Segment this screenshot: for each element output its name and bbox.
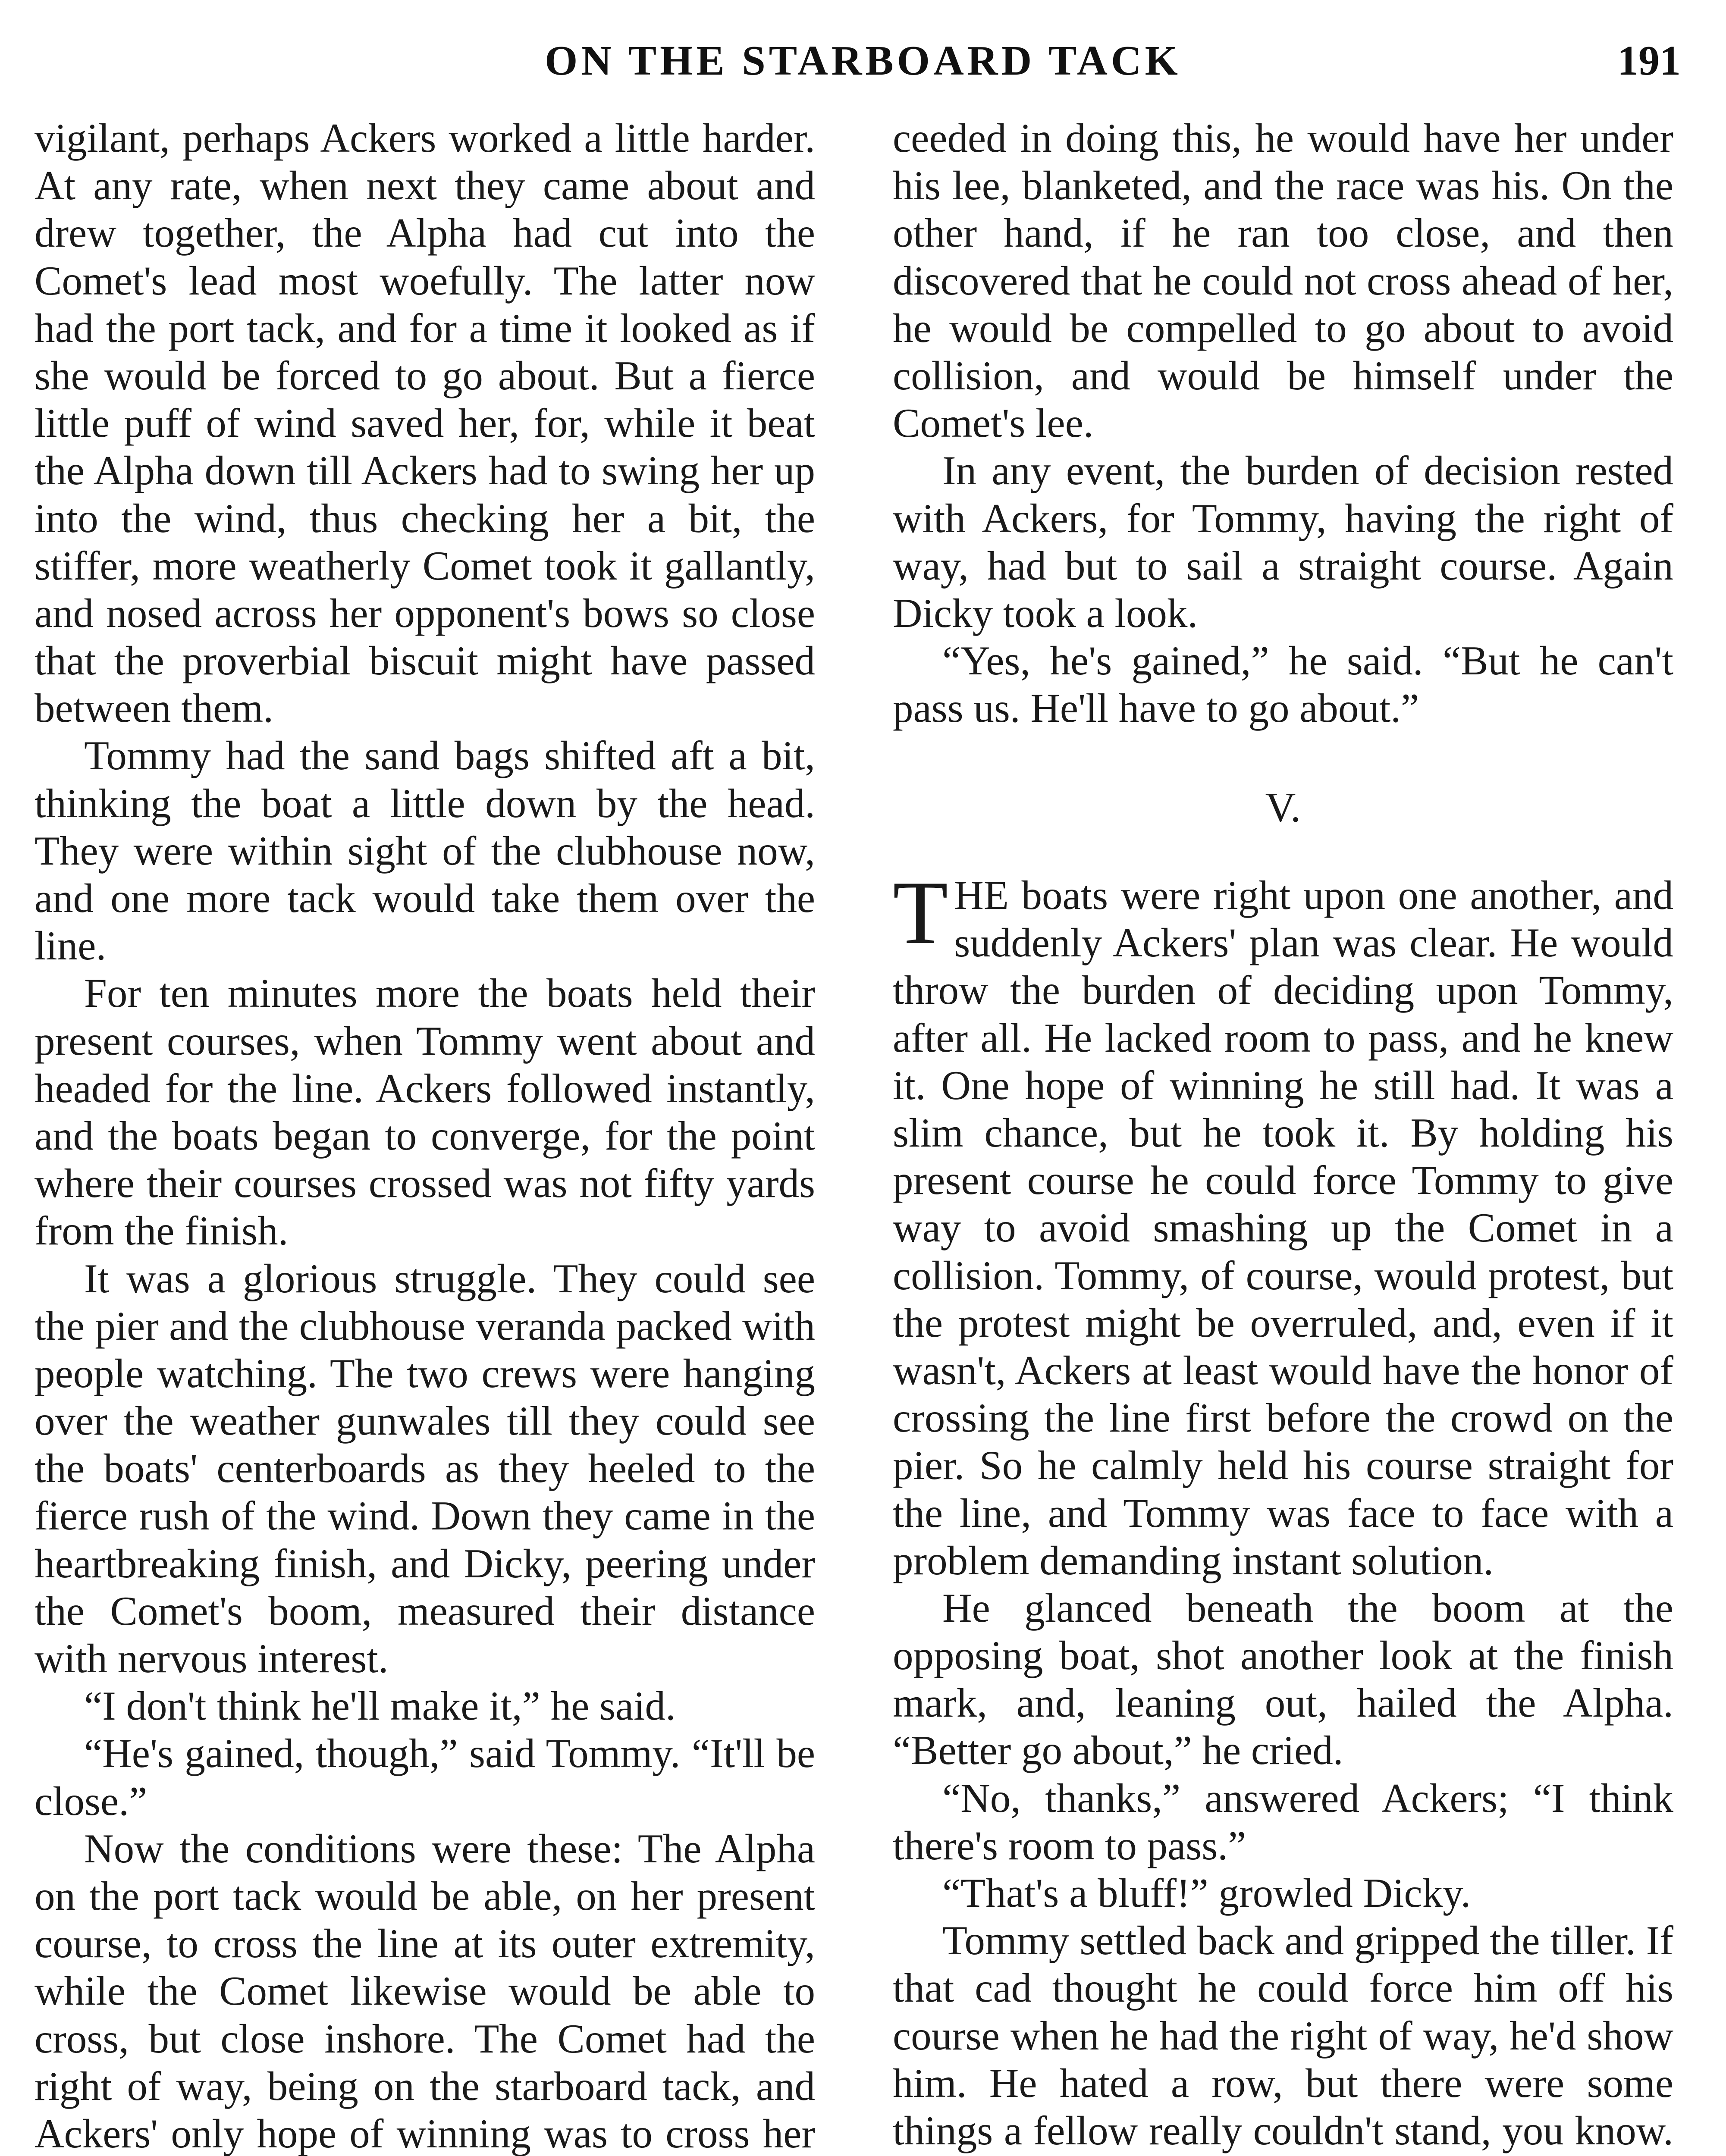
paragraph: ceeded in doing this, he would have her under his lee, blanketed, and the race was his. On the other hand, if he ran too close, and then discovered that he could not cross ahead of her, he would be compelled to go about to avoid collision, and would be himself under the Comet's lee. — [893, 115, 1673, 446]
page-number: 191 — [1617, 38, 1681, 84]
paragraph: For ten minutes more the boats held their present courses, when Tommy went about and headed for the line. Ackers followed instantly, and the boats began to converge, for the point where their courses crossed was not fifty yards from the finish. — [35, 970, 815, 1254]
paragraph: “Yes, he's gained,” he said. “But he can't pass us. He'll have to go about.” — [893, 638, 1673, 731]
paragraph: “No, thanks,” answered Ackers; “I think there's room to pass.” — [893, 1775, 1673, 1868]
paragraph: “He's gained, though,” said Tommy. “It'll be close.” — [35, 1730, 815, 1824]
paragraph: He glanced beneath the boom at the opposing boat, shot another look at the finish mark, and, leaning out, hailed the Alpha. “Better go about,” he cried. — [893, 1585, 1673, 1774]
paragraph: Tommy settled back and gripped the tiller. If that cad thought he could force him off his course when he had the right of way, he'd show him. He hated a row, but there were some things a fellow really couldn't stand, you know. — [893, 1918, 1673, 2153]
running-head: ON THE STARBOARD TACK — [545, 38, 1181, 84]
paragraph-text: HE boats were right upon one another, and suddenly Ackers' plan was clear. He would throw the burden of deciding upon Tommy, after all. He lacked room to pass, and he knew it. One hope of winning he still had. It was a slim chance, but he took it. By holding his present course he could force Tommy to give way to avoid smashing up the Comet in a collision. Tommy, of course, would protest, but the protest might be overruled, and, even if it wasn't, Ackers at least would have the honor of crossing the line first before the crowd on the pier. So he calmly held his course straight for the line, and Tommy was face to face with a problem demanding instant solution. — [893, 872, 1673, 1583]
paragraph: “That's a bluff!” growled Dicky. — [942, 1870, 1471, 1916]
section-numeral: V. — [1265, 784, 1301, 831]
left-column — [35, 114, 815, 2156]
drop-cap: T — [893, 863, 948, 963]
paragraph: Now the conditions were these: The Alpha on the port tack would be able, on her present course, to cross the line at its outer extremity, while the Comet likewise would be able to cross, but close inshore. The Comet had the right of way, being on the starboard tack, and Ackers' only hope of winning was to cross her — [35, 1825, 815, 2156]
right-column — [893, 114, 1673, 2156]
paragraph: It was a glorious struggle. They could see the pier and the clubhouse veranda packed with people watching. The two crews were hanging over the weather gunwales till they could see the boats' centerboards as they heeled to the fierce rush of the wind. Down they came in the heartbreaking finish, and Dicky, peering under the Comet's boom, measured their distance with nervous interest. — [35, 1255, 815, 1681]
paragraph: Tommy had the sand bags shifted aft a bit, thinking the boat a little down by the head. They were within sight of the clubhouse now, and one more tack would take them over the line. — [35, 733, 815, 969]
paragraph: “I don't think he'll make it,” he said. — [84, 1683, 676, 1729]
paragraph-with-dropcap — [893, 863, 1673, 1584]
paragraph: In any event, the burden of decision rested with Ackers, for Tommy, having the right of way, had but to sail a straight course. Again Dicky took a look. — [893, 448, 1673, 636]
paragraph: vigilant, perhaps Ackers worked a little harder. At any rate, when next they came about and drew together, the Alpha had cut into the Comet's lead most woefully. The latter now had the port tack, and for a time it looked as if she would be forced to go about. But a fierce little puff of wind saved her, for, while it beat the Alpha down till Ackers had to swing her up into the wind, thus checking her a bit, the stiffer, more weatherly Comet took it gallantly, and nosed across her opponent's bows so close that the proverbial biscuit might have passed between them. — [35, 115, 815, 731]
